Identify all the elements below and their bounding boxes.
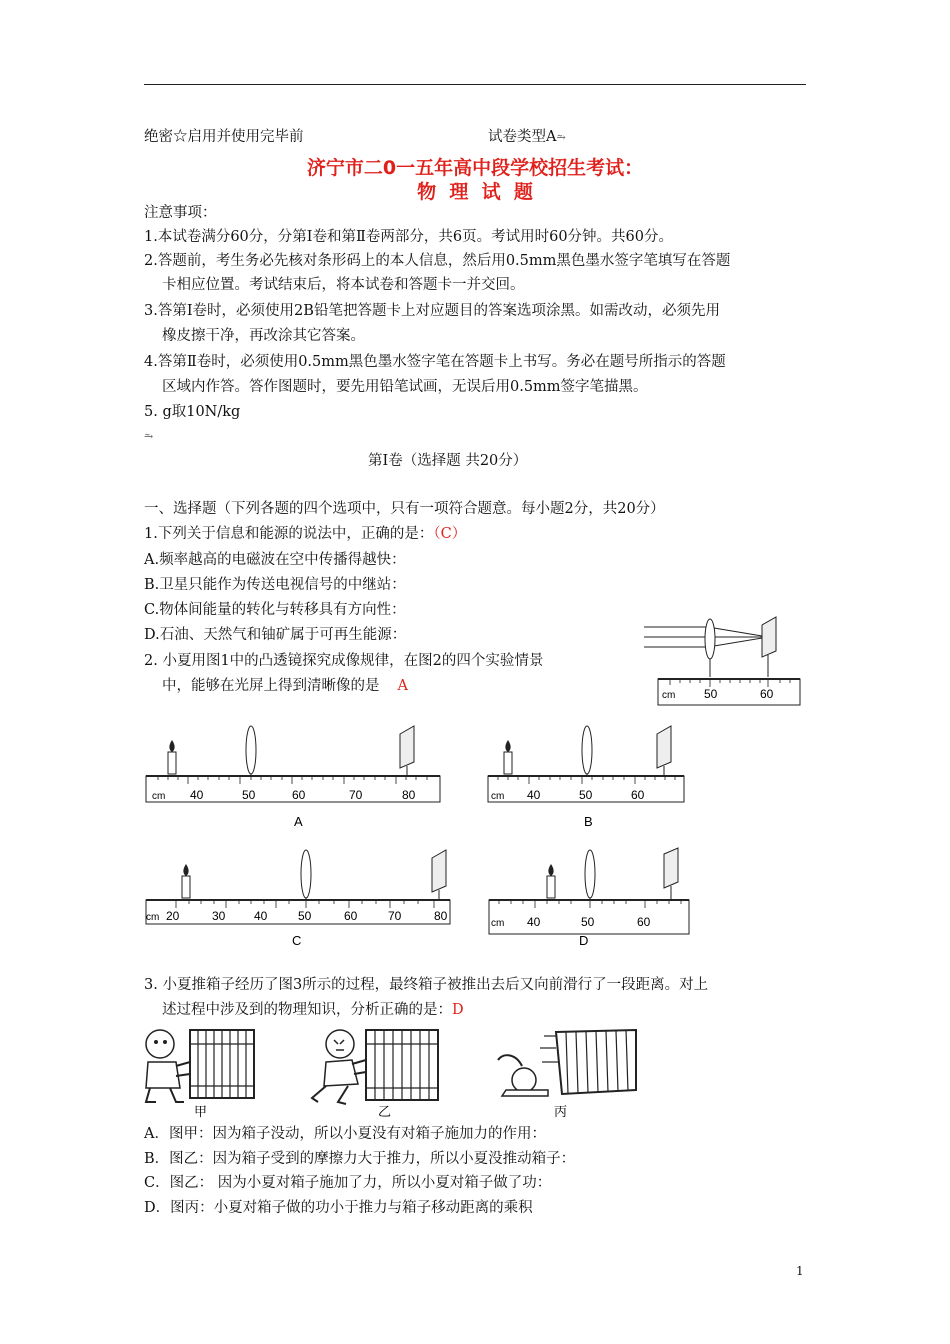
q1-option-a: A.频率越高的电磁波在空中传播得越快： xyxy=(144,552,406,568)
figD-tick: 40 xyxy=(527,915,541,929)
fig3-caption: 甲 xyxy=(194,1104,208,1119)
q1-option-d: D.石油、天然气和铀矿属于可再生能源： xyxy=(144,627,407,643)
figure-1-lens xyxy=(640,615,802,707)
figB-tick: 40 xyxy=(527,788,541,802)
fig3-caption: 丙 xyxy=(554,1104,568,1119)
figB-caption: B xyxy=(584,814,593,829)
fig3-caption: 乙 xyxy=(378,1104,392,1119)
figC-tick: 40 xyxy=(254,909,268,923)
note-2b: 卡相应位置。考试结束后，将本试卷和答题卡一并交回。 xyxy=(162,277,525,293)
figA-tick: 60 xyxy=(292,788,306,802)
section1-title: 第Ⅰ卷（选择题 共20分） xyxy=(368,453,528,469)
q1-answer: （C） xyxy=(433,526,467,542)
q3-stem-a: 3. 小夏推箱子经历了图3所示的过程，最终箱子被推出去后又向前滑行了一段距离。对上 xyxy=(144,977,709,993)
figure-2b xyxy=(487,722,687,832)
exam-subtitle: 物 理 试 题 xyxy=(417,181,533,203)
q1-option-c: C.物体间能量的转化与转移具有方向性： xyxy=(144,602,406,618)
q1-stem: 1.下列关于信息和能源的说法中，正确的是：（C） xyxy=(144,526,467,542)
figure-3-jia xyxy=(140,1022,260,1120)
figB-tick: 60 xyxy=(631,788,645,802)
figC-tick: 60 xyxy=(344,909,358,923)
note-2a: 2.答题前，考生务必先核对条形码上的本人信息，然后用0.5mm黑色墨水签字笔填写在答题 xyxy=(144,253,731,269)
figure-2c xyxy=(144,846,454,951)
q3-answer: D xyxy=(452,1002,464,1018)
figC-tick: 80 xyxy=(434,909,448,923)
figD-tick: 60 xyxy=(637,915,651,929)
figC-unit: cm xyxy=(146,912,160,923)
figC-tick: 70 xyxy=(388,909,402,923)
q3-stem-b: 述过程中涉及到的物理知识，分析正确的是：D xyxy=(162,1002,464,1018)
note-4a: 4.答第Ⅱ卷时，必须使用0.5mm黑色墨水签字笔在答题卡上书写。务必在题号所指示的答题 xyxy=(144,354,726,370)
figD-caption: D xyxy=(579,933,589,948)
figA-tick: 70 xyxy=(349,788,363,802)
q3-option-c: C．图乙： 因为小夏对箱子施加了力，所以小夏对箱子做了功： xyxy=(144,1175,552,1191)
fig1-tick: 50 xyxy=(704,687,718,701)
page-number: 1 xyxy=(796,1264,804,1278)
figA-tick: 40 xyxy=(190,788,204,802)
exam-title: 济宁市二0一五年高中段学校招生考试： xyxy=(306,157,644,179)
note-5: 5. g取10N/kg xyxy=(144,404,241,420)
note-3a: 3.答第Ⅰ卷时，必须使用2B铅笔把答题卡上对应题目的答案选项涂黑。如需改动，必须先用 xyxy=(144,303,720,319)
notes-heading: 注意事项： xyxy=(144,205,217,221)
figB-unit: cm xyxy=(491,791,505,802)
figure-3-yi xyxy=(308,1022,448,1120)
figA-tick: 50 xyxy=(242,788,256,802)
figC-tick: 20 xyxy=(166,909,180,923)
q1-option-b: B.卫星只能作为传送电视信号的中继站： xyxy=(144,577,406,593)
secret-label: 绝密☆启用并使用完毕前 xyxy=(144,129,304,145)
figA-tick: 80 xyxy=(402,788,416,802)
figC-tick: 30 xyxy=(212,909,226,923)
note-3b: 橡皮擦干净，再改涂其它答案。 xyxy=(162,328,365,344)
figD-tick: 50 xyxy=(581,915,595,929)
figA-caption: A xyxy=(294,814,303,829)
paragraph-mark: ⥲ xyxy=(144,430,154,443)
q3-option-d: D．图丙：小夏对箱子做的功小于推力与箱子移动距离的乘积 xyxy=(144,1200,533,1216)
q2-stem-b: 中，能够在光屏上得到清晰像的是 A xyxy=(162,678,408,694)
figC-tick: 50 xyxy=(298,909,312,923)
note-4b: 区域内作答。答作图题时，要先用铅笔试画，无误后用0.5mm签字笔描黑。 xyxy=(162,379,648,395)
q2-stem-a: 2. 小夏用图1中的凸透镜探究成像规律，在图2的四个实验情景 xyxy=(144,653,544,669)
figure-3-bing xyxy=(486,1022,646,1120)
fig1-unit: cm xyxy=(662,690,676,701)
q3-option-b: B．图乙：因为箱子受到的摩擦力大于推力，所以小夏没推动箱子： xyxy=(144,1151,576,1167)
fig1-tick: 60 xyxy=(760,687,774,701)
figure-2a xyxy=(144,722,444,832)
note-1: 1.本试卷满分60分，分第Ⅰ卷和第Ⅱ卷两部分，共6页。考试用时60分钟。共60分。 xyxy=(144,229,673,245)
figC-caption: C xyxy=(292,933,302,948)
section1-intro: 一、选择题（下列各题的四个选项中，只有一项符合题意。每小题2分，共20分） xyxy=(144,501,665,517)
q2-answer: A xyxy=(397,678,408,694)
header-rule xyxy=(144,84,806,85)
paper-type: 试卷类型A⥲ xyxy=(488,129,566,145)
figA-unit: cm xyxy=(152,791,166,802)
figure-2d xyxy=(487,846,692,951)
figD-unit: cm xyxy=(491,918,505,929)
figB-tick: 50 xyxy=(579,788,593,802)
q3-option-a: A．图甲：因为箱子没动，所以小夏没有对箱子施加力的作用： xyxy=(144,1126,546,1142)
